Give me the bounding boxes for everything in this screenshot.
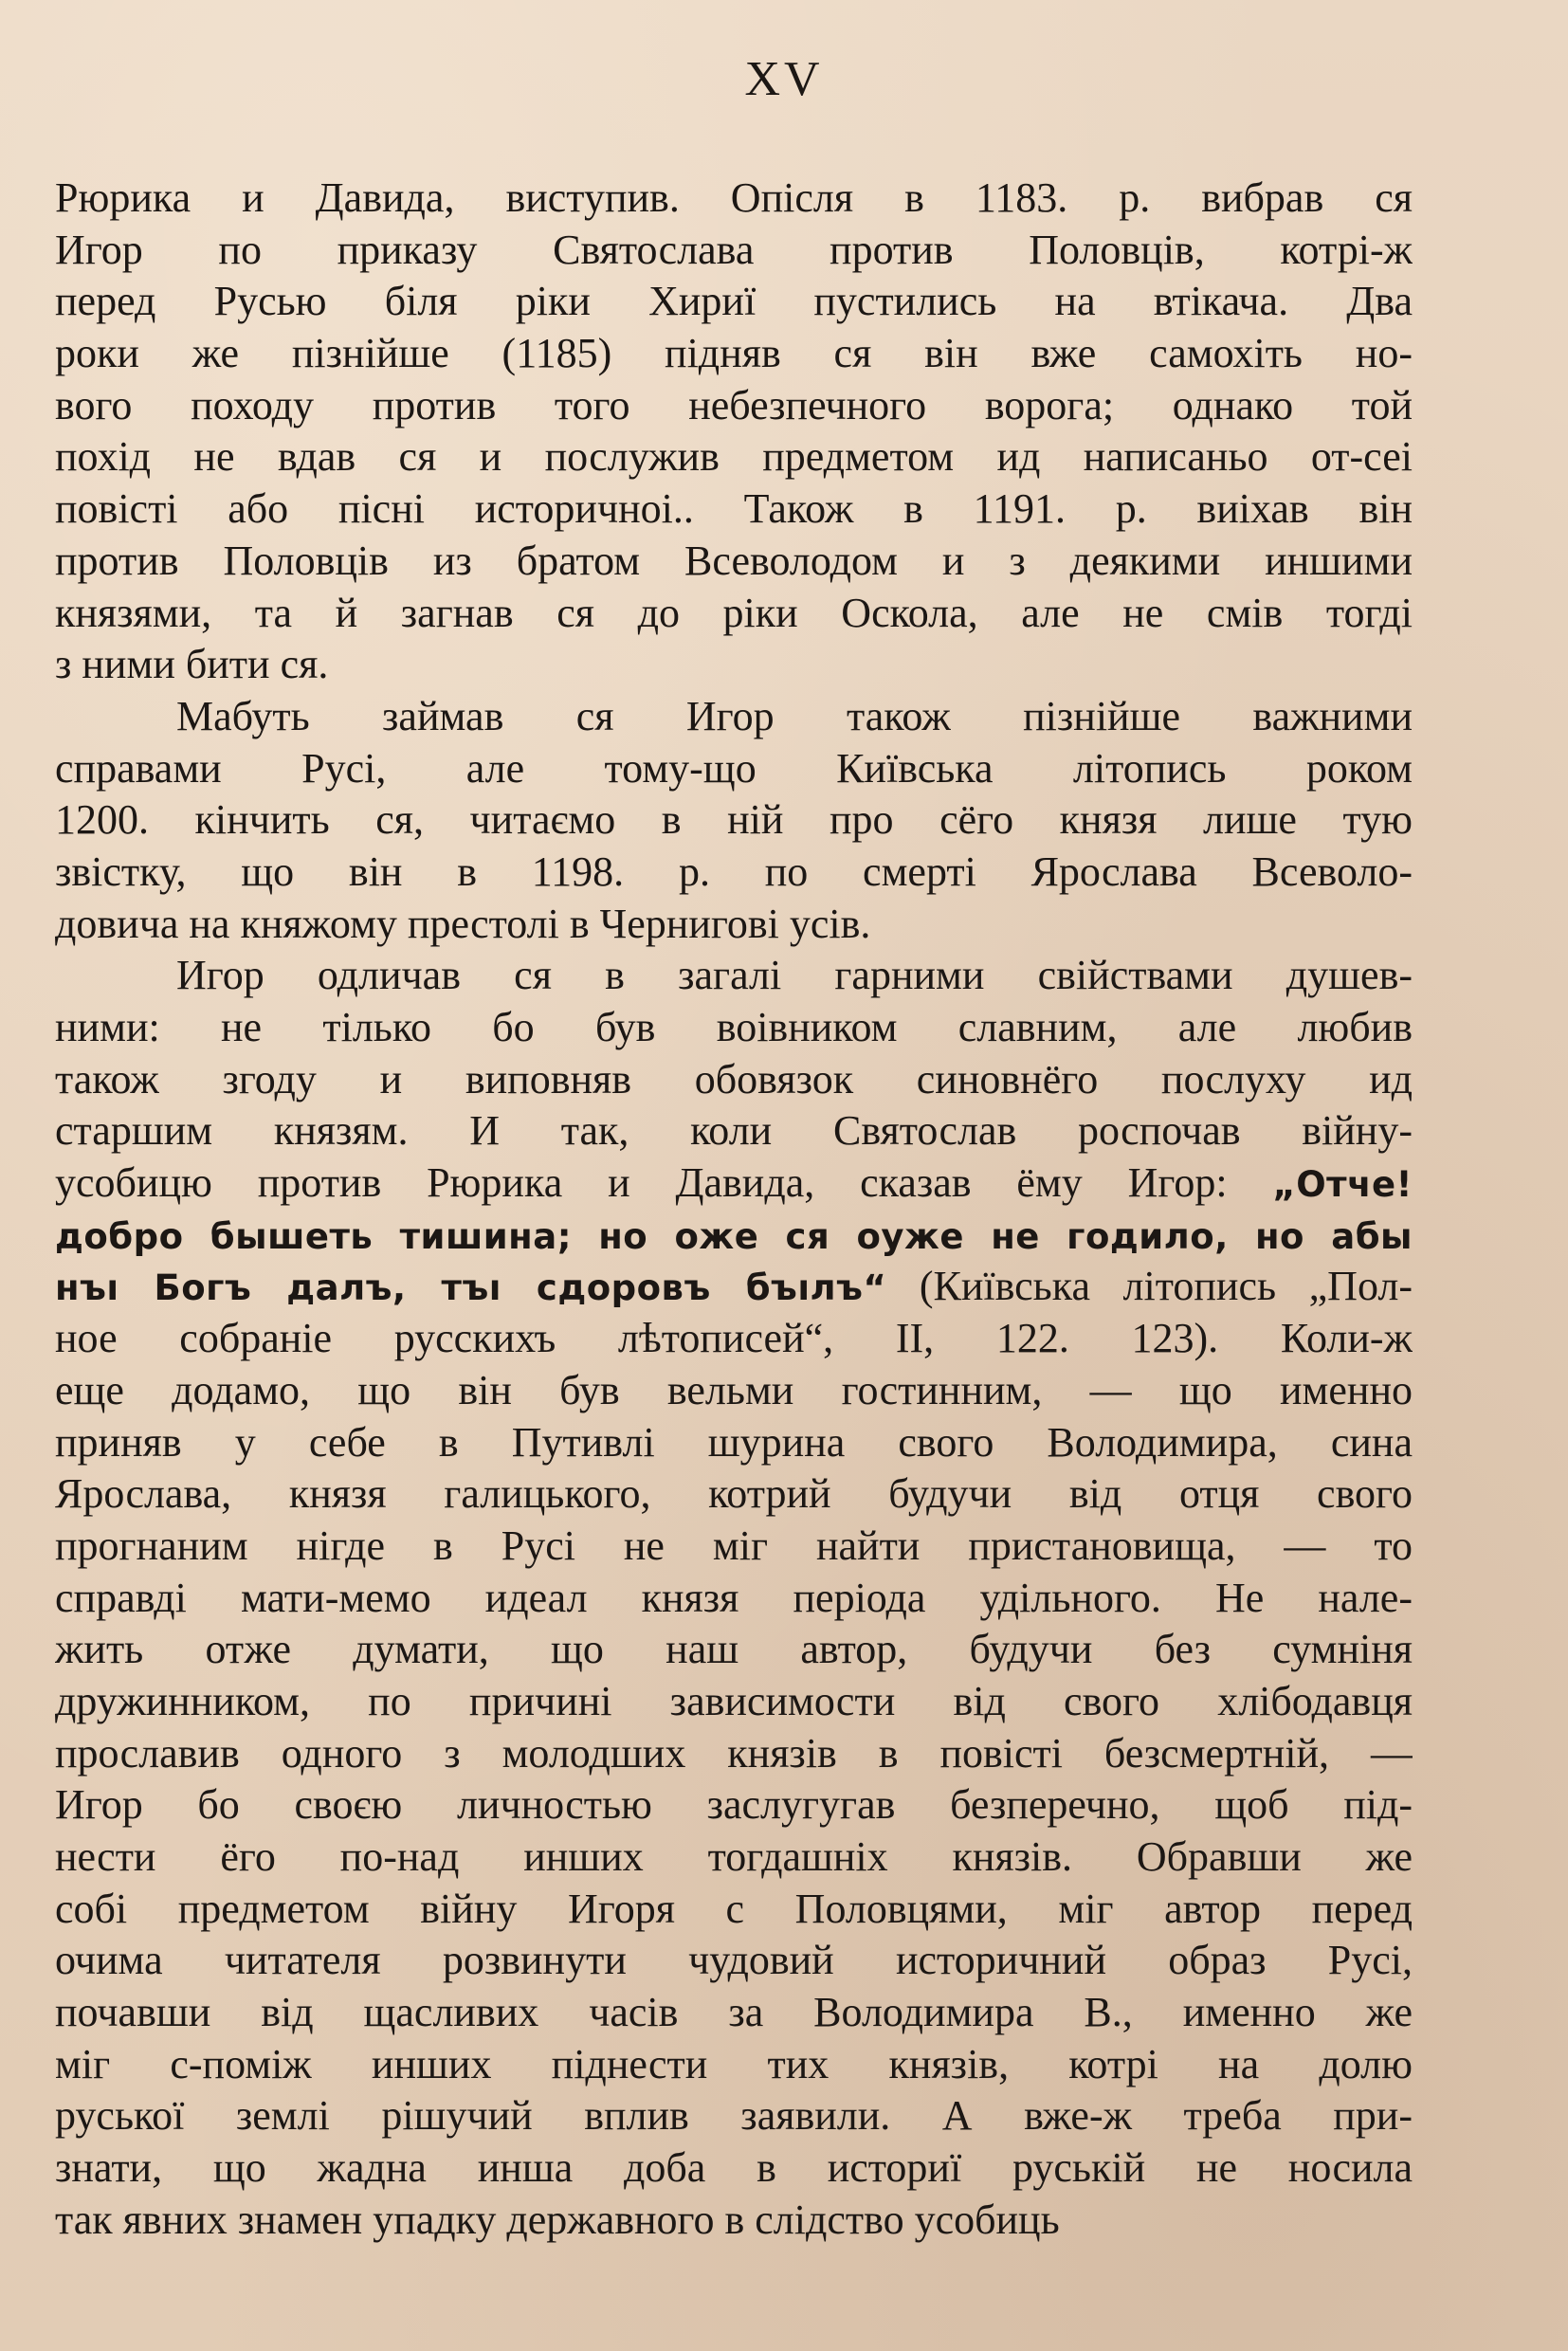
- quoted-old-slavonic-text: добро бышеть тишина; но оже ся оуже не годило, но абы: [55, 1215, 1413, 1257]
- text-line: [55, 483, 1413, 536]
- text-line: [55, 1884, 1413, 1936]
- quoted-old-slavonic-text: нъı Богъ далъ, тъı сдоровъ бъıлъ“: [55, 1267, 887, 1309]
- text-line: [55, 1210, 1413, 1262]
- line-text: ними: не тілько бо був воівником славним, але любив: [55, 1004, 1413, 1050]
- text-line: [55, 1002, 1413, 1054]
- text-line: [55, 1313, 1413, 1365]
- text-line: [55, 536, 1413, 588]
- line-text: приняв у себе в Путивлі шурина свого Володимира, сина: [55, 1418, 1413, 1466]
- line-text: дружинником, по причині зависимости від свого хлібодавця: [55, 1677, 1413, 1724]
- text-line: [55, 380, 1413, 432]
- line-text: знати, що жадна инша доба в историї руській не носила: [55, 2144, 1413, 2192]
- text-line: [55, 2142, 1413, 2195]
- text-line: [55, 2090, 1413, 2142]
- line-text: з ними бити ся.: [55, 641, 329, 688]
- text-line: [55, 794, 1413, 847]
- line-text: міг с-поміж инших піднести тих князів, котрі на долю: [55, 2040, 1413, 2087]
- text-line: [55, 1987, 1413, 2039]
- line-text: Игор бо своєю личностью заслугугав безперечно, щоб під-: [55, 1781, 1413, 1829]
- line-text: прогнаним нігде в Русі не міг найти пристановища, — то: [55, 1522, 1413, 1569]
- line-text: нести ёго по-над инших тогдашніх князів. Обравши же: [55, 1833, 1413, 1880]
- text-line: [55, 1779, 1413, 1832]
- text-line: [55, 1728, 1413, 1780]
- text-line: [55, 1417, 1413, 1469]
- line-text: Ярослава, князя галицького, котрий будучи від отця свого: [55, 1470, 1413, 1518]
- line-text: справді мати-мемо идеал князя періода удільного. Не нале-: [55, 1574, 1413, 1621]
- text-line: [55, 899, 1413, 951]
- line-text: против Половців из братом Всеволодом и з деякими иншими: [55, 537, 1413, 584]
- line-text: прославив одного з молодших князів в повісті безсмертній, —: [55, 1729, 1413, 1777]
- line-text: довича на княжому престолі в Чернигові усів.: [55, 900, 871, 947]
- line-text: справами Русі, але тому-що Київська літопись роком: [55, 744, 1413, 792]
- page-number: XV: [744, 52, 824, 106]
- text-line: [55, 1157, 1413, 1210]
- line-text: собі предметом війну Игоря с Половцями, міг автор перед: [55, 1885, 1413, 1932]
- text-line: [55, 1261, 1413, 1313]
- text-line: [55, 847, 1413, 899]
- text-line: [55, 1935, 1413, 1987]
- text-line: [55, 950, 1413, 1002]
- line-text: перед Русью біля ріки Хириї пустились на втікача. Два: [55, 278, 1413, 325]
- line-text: повісті або пісні историчноі.. Також в 1191. р. виіхав він: [55, 485, 1413, 533]
- line-text: князями, та й загнав ся до ріки Оскола, але не смів тогді: [55, 589, 1413, 636]
- line-text: Мабуть займав ся Игор також пізнійше важними: [176, 692, 1413, 739]
- line-text: так явних знамен упадку державного в слідство усобиць: [55, 2196, 1060, 2243]
- paragraph: [55, 950, 1413, 2246]
- text-line: [55, 743, 1413, 795]
- text-line: [55, 588, 1413, 640]
- line-text: також згоду и виповняв обовязок синовнёго послуху ид: [55, 1055, 1413, 1103]
- text-line: [55, 2039, 1413, 2091]
- line-text: Игор по приказу Святослава против Половців, котрі-ж: [55, 226, 1413, 273]
- paragraph: [55, 173, 1413, 691]
- line-text: еще додамо, що він був вельми гостинним, — що именно: [55, 1366, 1413, 1413]
- quoted-old-slavonic-text: „Отче!: [1272, 1164, 1413, 1206]
- text-line: [55, 2195, 1413, 2247]
- text-line: [55, 1676, 1413, 1728]
- text-line: [55, 225, 1413, 277]
- text-line: [55, 276, 1413, 328]
- line-text: очима читателя розвинути чудовий историчний образ Русі,: [55, 1937, 1413, 1984]
- text-line: [55, 431, 1413, 483]
- text-line: [55, 1832, 1413, 1884]
- text-line: [55, 1521, 1413, 1573]
- paragraph: [55, 691, 1413, 950]
- text-line: [55, 639, 1413, 691]
- line-text: 1200. кінчить ся, читаємо в ній про сёго князя лише тую: [55, 796, 1413, 844]
- line-text: усобицю против Рюрика и Давида, сказав ёму Игор:: [55, 1159, 1273, 1207]
- line-text: похід не вдав ся и послужив предметом ид написаньо от-сеі: [55, 433, 1413, 481]
- line-text: Рюрика и Давида, виступив. Опісля в 1183. р. вибрав ся: [55, 174, 1413, 221]
- text-line: [55, 1573, 1413, 1625]
- text-line: [55, 1105, 1413, 1157]
- text-line: [55, 173, 1413, 225]
- text-line: [55, 1468, 1413, 1521]
- line-text: вого походу против того небезпечного ворога; однако той: [55, 381, 1413, 428]
- line-text: (Київська літопись „Пол-: [886, 1263, 1413, 1310]
- line-text: почавши від щасливих часів за Володимира В., именно же: [55, 1989, 1413, 2036]
- text-line: [55, 1054, 1413, 1106]
- line-text: ное собраніе русскихъ лѣтописей“, II, 122. 123). Коли-ж: [55, 1315, 1413, 1362]
- line-text: жить отже думати, що наш автор, будучи без сумніня: [55, 1626, 1413, 1673]
- text-line: [55, 691, 1413, 743]
- line-text: Игор одличав ся в загалі гарними свійствами душев-: [176, 952, 1413, 999]
- line-text: звістку, що він в 1198. р. по смерті Ярослава Всеволо-: [55, 847, 1413, 895]
- text-line: [55, 1624, 1413, 1676]
- line-text: руської землі рішучий вплив заявили. А вже-ж треба при-: [55, 2092, 1413, 2140]
- text-line: [55, 1365, 1413, 1417]
- line-text: старшим князям. И так, коли Святослав роспочав війну-: [55, 1107, 1413, 1155]
- body-text: [55, 173, 1413, 2247]
- line-text: роки же пізнійше (1185) підняв ся він вже самохіть но-: [55, 330, 1413, 377]
- text-line: [55, 328, 1413, 380]
